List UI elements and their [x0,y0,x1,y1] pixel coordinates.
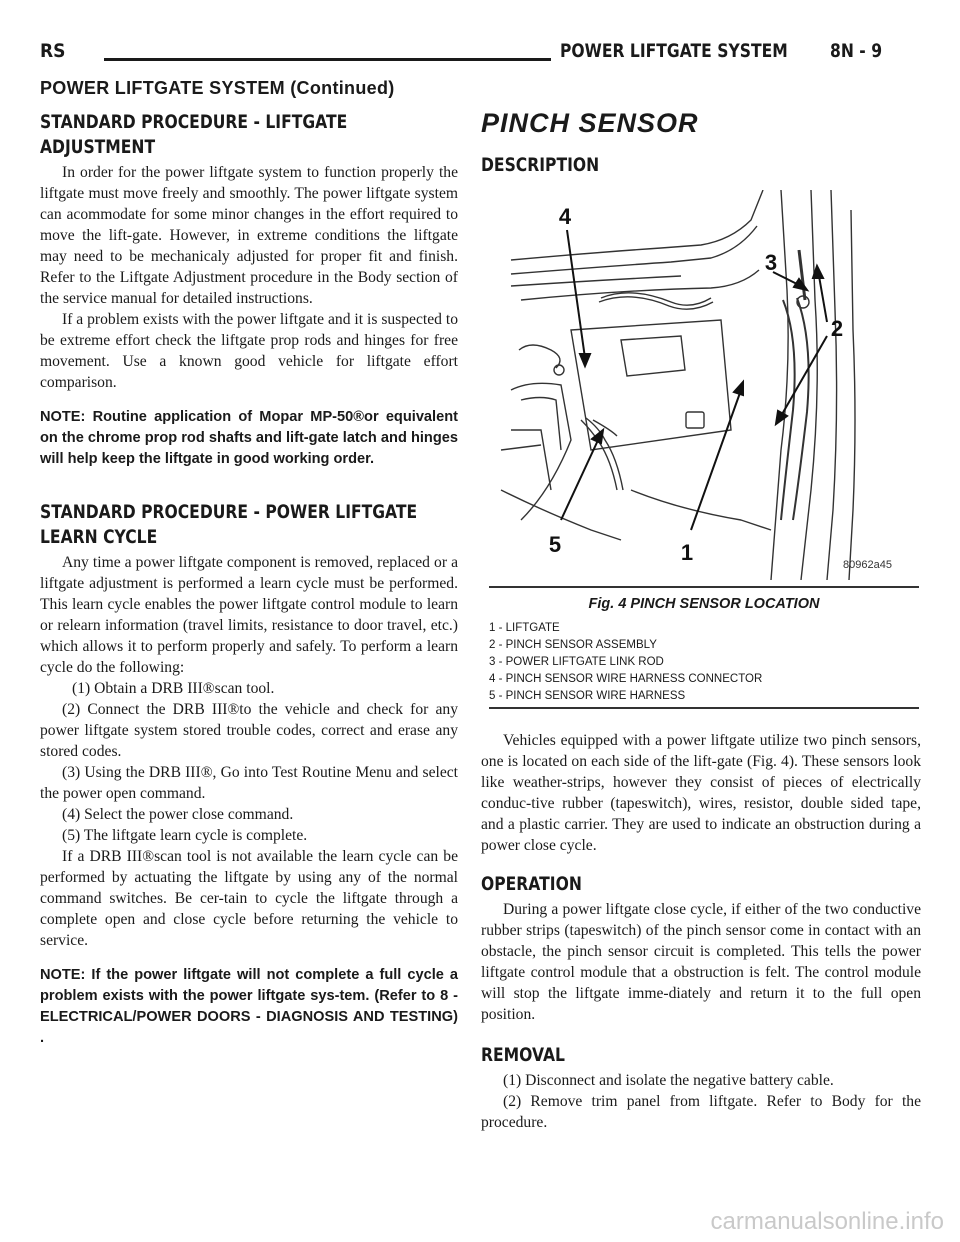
removal-heading: REMOVAL [481,1044,565,1066]
callout-3: 3 [764,250,778,275]
legend-item: 2 - PINCH SENSOR ASSEMBLY [489,639,657,651]
note-full-cycle: NOTE: If the power liftgate will not complete a full cycle a problem exists with the power liftgate sys-tem. (Refer to 8 - ELECTRICAL/POWER DOORS - DIAGNOSIS AND TESTING) . [40,967,458,1046]
operation-paragraph: During a power liftgate close cycle, if either of the two conductive rubber strips (tapeswitch) of the pinch sensor come in contact with an obstacle, the pinch sensor circuit is completed. This tells the power liftgate control module that a obstruction is felt. The control module will stop the liftgate imme-diately and return it to the full open position. [481,901,921,1023]
callout-2: 2 [830,316,844,341]
learn-step-1: (1) Obtain a DRB III®scan tool. [72,680,275,697]
header-rule [104,58,551,61]
learn-step-3: (3) Using the DRB III®, Go into Test Routine Menu and select the power open command. [40,764,458,802]
learn-cycle-body [40,552,458,951]
callout-4: 4 [558,204,572,229]
learn-cycle-paragraph-1: Any time a power liftgate component is removed, replaced or a liftgate adjustment is performed a learn cycle must be performed. This learn cycle enables the power liftgate control module to learn or relearn information (travel limits, resistance to door travel, etc.) which allows it to perform properly and safely. To perform a learn cycle do the following: [40,554,458,676]
figure-legend [489,620,919,705]
header-page-number: 8N - 9 [830,40,883,62]
pinch-sensor-title: PINCH SENSOR [481,108,699,138]
adjustment-heading-line2: ADJUSTMENT [40,136,156,158]
learn-step-5: (5) The liftgate learn cycle is complete. [62,827,308,844]
learn-step-2: (2) Connect the DRB III®to the vehicle and check for any power liftgate system stored trouble codes, correct and erase any stored codes. [40,701,458,760]
operation-heading: OPERATION [481,873,582,895]
removal-step-2: (2) Remove trim panel from liftgate. Refer to Body for the procedure. [481,1093,921,1131]
pinch-sensor-illustration [481,190,921,580]
description-body [481,730,921,856]
legend-item: 1 - LIFTGATE [489,622,560,634]
learn-cycle-heading-line1: STANDARD PROCEDURE - POWER LIFTGATE [40,501,418,523]
figure-code: 80962a45 [843,559,892,571]
adjustment-body [40,162,458,393]
description-paragraph: Vehicles equipped with a power liftgate utilize two pinch sensors, one is located on each side of the lift-gate (Fig. 4). These sensors look like weather-strips, however they consist of pieces of electrically conduc-tive rubber (tapeswitch), wires, resistor, double sided tape, and a plastic carrier. They are used to indicate an obstruction during a power close cycle. [481,732,921,854]
right-column-body [481,730,921,1133]
right-column [481,108,921,178]
left-column [40,110,458,1049]
adjustment-paragraph-2: If a problem exists with the power liftgate and it is suspected to be extreme effort check the liftgate prop rods and hinges for free movement. Use a known good vehicle for liftgate effort comparison. [40,311,458,391]
legend-item: 5 - PINCH SENSOR WIRE HARNESS [489,690,686,702]
note-lubrication: NOTE: Routine application of Mopar MP-50®or equivalent on the chrome prop rod shafts and lift-gate latch and hinges will help keep the liftgate in good working order. [40,409,458,467]
removal-step-1: (1) Disconnect and isolate the negative battery cable. [503,1072,834,1089]
watermark-footer: carmanualsonline.info [710,1208,944,1235]
description-heading: DESCRIPTION [481,154,600,176]
learn-cycle-paragraph-2: If a DRB III®scan tool is not available the learn cycle can be performed by actuating the liftgate by using any of the normal command switches. Be cer-tain to cycle the liftgate through a complete open and close cycle before returning the vehicle to service. [40,848,458,949]
learn-cycle-heading-line2: LEARN CYCLE [40,526,158,548]
adjustment-paragraph-1: In order for the power liftgate system to function properly the liftgate must move freely and smoothly. The power liftgate system can acommodate for some minor changes in the effort required to move the lift-gate. However, in extreme conditions the liftgate may need to be mechanicaly adjusted for proper fit and finish. Refer to the Liftgate Adjustment procedure in the Body section of the service manual for detailed instructions. [40,164,458,307]
header-section-title: POWER LIFTGATE SYSTEM [560,40,788,62]
header-model-code: RS [40,40,66,62]
adjustment-heading-line1: STANDARD PROCEDURE - LIFTGATE [40,111,348,133]
figure-bottom-rule [489,707,919,709]
figure-caption: Fig. 4 PINCH SENSOR LOCATION [588,596,820,612]
continued-heading: POWER LIFTGATE SYSTEM (Continued) [40,78,395,98]
callout-1: 1 [680,540,694,565]
removal-body [481,1070,921,1133]
operation-body [481,899,921,1025]
figure-pinch-sensor-location [481,190,921,706]
figure-top-rule [489,586,919,588]
legend-item: 4 - PINCH SENSOR WIRE HARNESS CONNECTOR [489,673,763,685]
legend-item: 3 - POWER LIFTGATE LINK ROD [489,656,664,668]
learn-step-4: (4) Select the power close command. [62,806,294,823]
callout-5: 5 [548,532,562,557]
